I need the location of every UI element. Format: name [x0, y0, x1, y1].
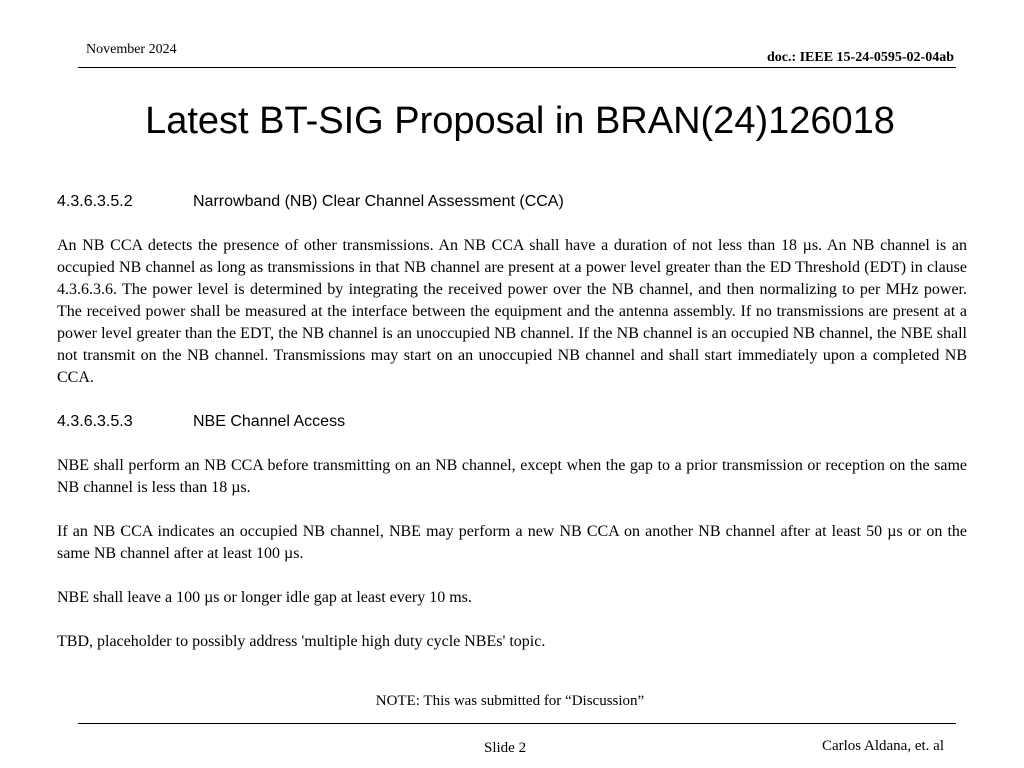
slide-number: Slide 2: [484, 740, 527, 756]
section-title: Narrowband (NB) Clear Channel Assessment (CCA): [193, 193, 564, 210]
slide-body: [57, 191, 967, 653]
discussion-note: NOTE: This was submitted for “Discussion”: [375, 693, 645, 709]
paragraph-cca-before-tx: NBE shall perform an NB CCA before transmitting on an NB channel, except when the gap to a prior transmission or reception on the same NB channel is less than 18 µs.: [57, 457, 967, 496]
section-heading-cca: [57, 191, 967, 213]
section-number: 4.3.6.3.5.2: [57, 193, 133, 210]
header-date: November 2024: [86, 42, 177, 57]
section-title: NBE Channel Access: [193, 413, 346, 430]
footer-divider: [78, 723, 956, 724]
header-divider: [78, 67, 956, 68]
slide-title: Latest BT-SIG Proposal in BRAN(24)126018: [145, 100, 895, 142]
footer-author: Carlos Aldana, et. al: [821, 738, 944, 754]
paragraph-occupied-channel: If an NB CCA indicates an occupied NB channel, NBE may perform a new NB CCA on another NB channel after at least 50 µs or on the same NB channel after at least 100 µs.: [57, 523, 967, 562]
section-number: 4.3.6.3.5.3: [57, 413, 133, 430]
paragraph-idle-gap: NBE shall leave a 100 µs or longer idle gap at least every 10 ms.: [57, 589, 472, 606]
paragraph-tbd: TBD, placeholder to possibly address 'multiple high duty cycle NBEs' topic.: [57, 633, 546, 650]
section-heading-channel-access: [57, 411, 967, 433]
header-doc-id: doc.: IEEE 15-24-0595-02-04ab: [766, 50, 954, 65]
paragraph-cca-definition: An NB CCA detects the presence of other transmissions. An NB CCA shall have a duration of not less than 18 µs. An NB channel is an occupied NB channel as long as transmissions in that NB channel are present at a power level greater than the ED Threshold (EDT) in clause 4.3.6.3.6. The power level is determined by integrating the received power over the NB channel, and then normalizing to per MHz power. The received power shall be measured at the interface between the equipment and the antenna assembly. If no transmissions are present at a power level greater than the EDT, the NB channel is an unoccupied NB channel. If the NB channel is an occupied NB channel, the NBE shall not transmit on the NB channel. Transmissions may start on an unoccupied NB channel and shall start immediately upon a completed NB CCA.: [57, 237, 967, 386]
